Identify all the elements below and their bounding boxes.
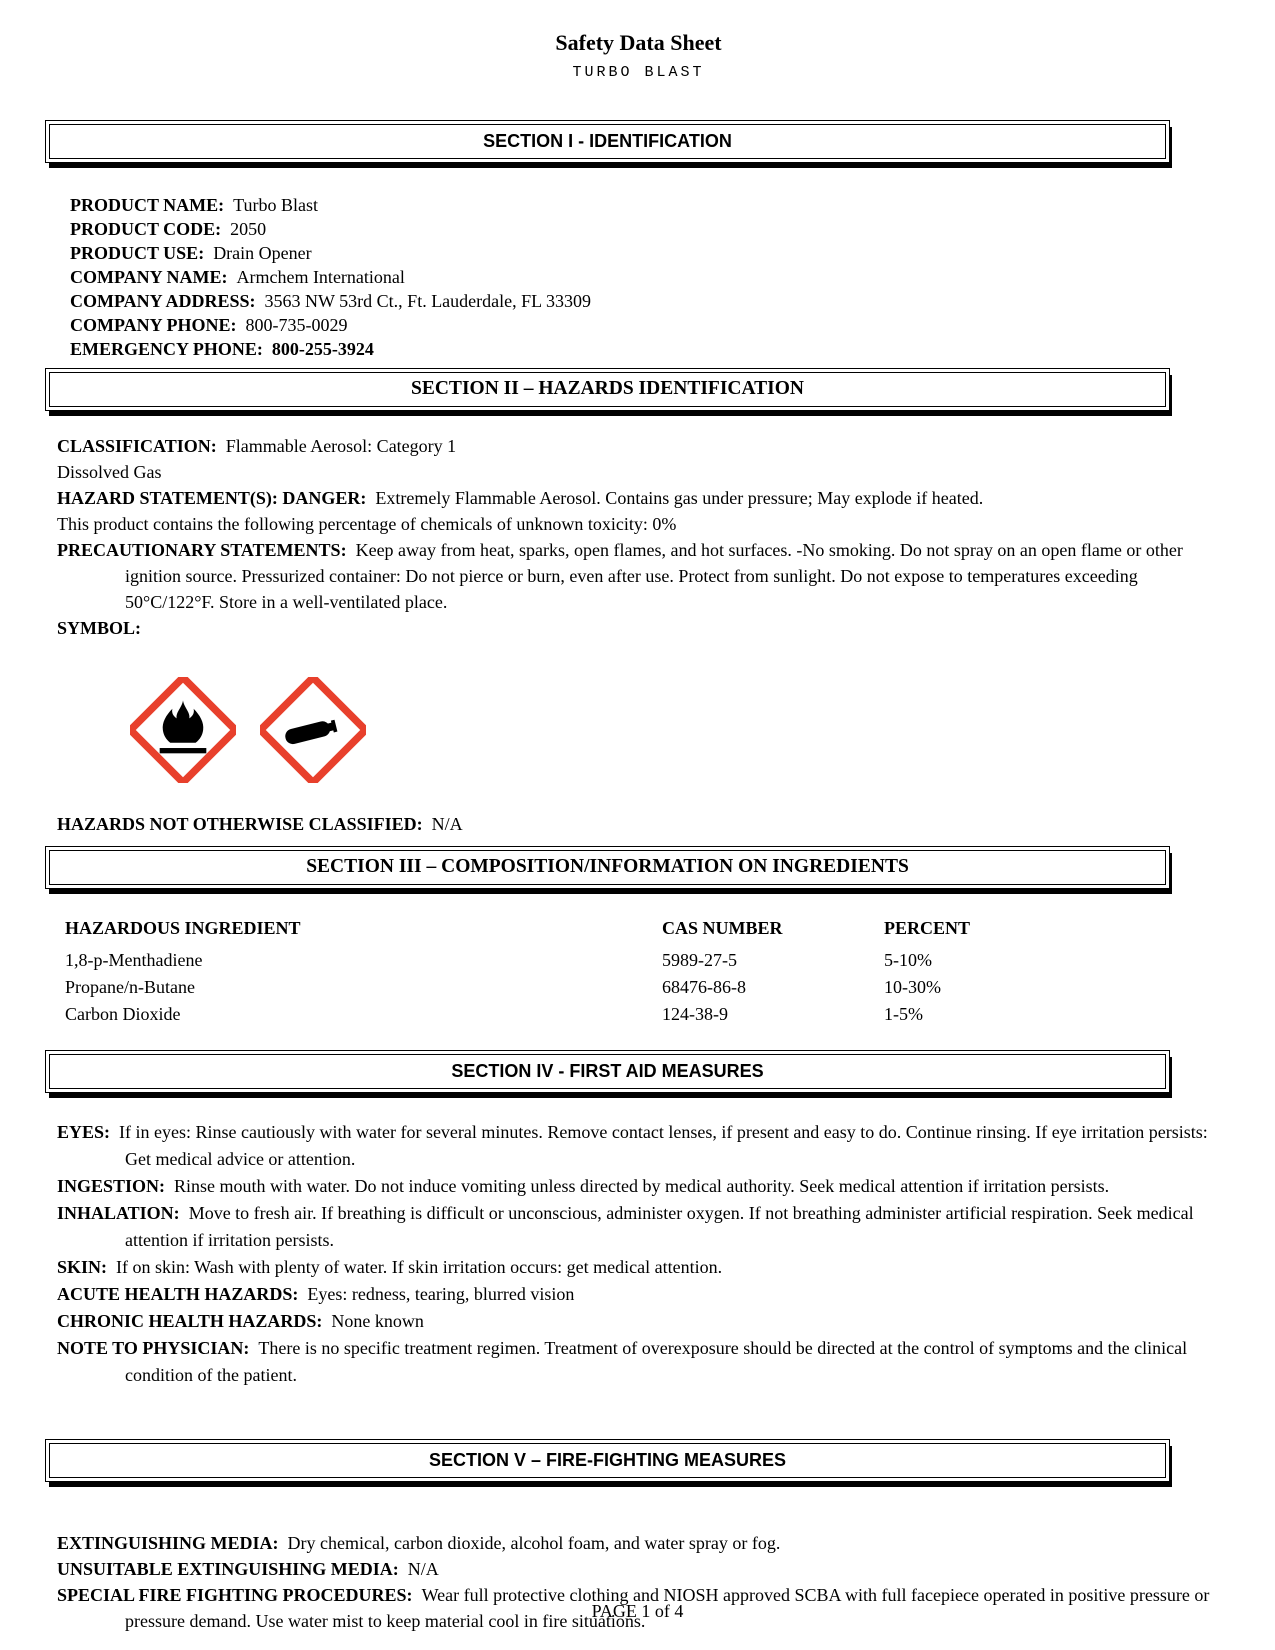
hnoc-value: N/A	[431, 814, 463, 834]
section-1-header-box	[45, 120, 1170, 163]
acute-health-hazards-text: Eyes: redness, tearing, blurred vision	[307, 1284, 575, 1304]
acute-health-hazards-label: ACUTE HEALTH HAZARDS:	[57, 1284, 299, 1304]
section-2-header-box	[45, 368, 1170, 411]
company-address-label: COMPANY ADDRESS:	[70, 291, 256, 311]
company-name-value: Armchem International	[236, 267, 405, 287]
symbol-line	[57, 615, 1220, 641]
emergency-phone-value: 800-255-3924	[271, 339, 374, 359]
classification-label: CLASSIFICATION:	[57, 436, 217, 456]
extinguishing-media-label: EXTINGUISHING MEDIA:	[57, 1533, 279, 1553]
hazard-statement-label: HAZARD STATEMENT(S): DANGER:	[57, 488, 367, 508]
hazards-identification-content	[57, 433, 1220, 641]
section-5-title: SECTION V – FIRE-FIGHTING MEASURES	[49, 1443, 1166, 1478]
hnoc-label: HAZARDS NOT OTHERWISE CLASSIFIED:	[57, 814, 423, 834]
ingredient-percent: 5-10%	[884, 950, 932, 970]
precautionary-label: PRECAUTIONARY STATEMENTS:	[57, 540, 347, 560]
hazard-statement-value: Extremely Flammable Aerosol. Contains gas under pressure; May explode if heated.	[375, 488, 984, 508]
column-header-ingredient: HAZARDOUS INGREDIENT	[65, 918, 301, 938]
company-address-value: 3563 NW 53rd Ct., Ft. Lauderdale, FL 33309	[264, 291, 591, 311]
symbol-label: SYMBOL:	[57, 618, 142, 638]
ingredient-percent: 1-5%	[884, 1004, 923, 1024]
note-to-physician-item	[57, 1335, 1220, 1389]
section-2-title: SECTION II – HAZARDS IDENTIFICATION	[49, 372, 1166, 407]
ingestion-label: INGESTION:	[57, 1176, 166, 1196]
company-phone-field	[70, 313, 1220, 337]
company-phone-value: 800-735-0029	[245, 315, 348, 335]
precautionary-value: Keep away from heat, sparks, open flames, and hot surfaces. -No smoking. Do not spray on an open flame or other ignition source. Pressurized container: Do not pierce or burn, even after use. Protect from sunlight. Do not expose to temperatures exceeding 50°C/122°F. Store in a well-ventilated place.	[125, 540, 1183, 612]
ingestion-text: Rinse mouth with water. Do not induce vomiting unless directed by medical authority. Seek medical attention if irritation persists.	[174, 1176, 1110, 1196]
section-3-header-box	[45, 846, 1170, 889]
classification-line-2: Dissolved Gas	[57, 462, 162, 482]
ingredients-table-header	[65, 915, 1220, 942]
extinguishing-media-text: Dry chemical, carbon dioxide, alcohol foam, and water spray or fog.	[287, 1533, 781, 1553]
product-use-label: PRODUCT USE:	[70, 243, 205, 263]
chronic-health-hazards-label: CHRONIC HEALTH HAZARDS:	[57, 1311, 323, 1331]
identification-fields	[70, 193, 1220, 361]
table-row	[65, 947, 1220, 974]
product-name-subtitle: TURBO BLAST	[572, 64, 705, 81]
section-1-title: SECTION I - IDENTIFICATION	[49, 124, 1166, 159]
product-code-field	[70, 217, 1220, 241]
product-use-field	[70, 241, 1220, 265]
extinguishing-media-item	[57, 1530, 1220, 1556]
toxicity-value: : 0%	[642, 514, 677, 534]
acute-health-hazards-item	[57, 1281, 1220, 1308]
table-row	[65, 974, 1220, 1001]
skin-label: SKIN:	[57, 1257, 108, 1277]
section-4-title: SECTION IV - FIRST AID MEASURES	[49, 1054, 1166, 1089]
special-fire-fighting-procedures-label: SPECIAL FIRE FIGHTING PROCEDURES:	[57, 1585, 413, 1605]
ingredient-name: 1,8-p-Menthadiene	[65, 950, 203, 970]
ingredient-cas: 124-38-9	[662, 1004, 728, 1024]
toxicity-text: This product contains the following percentage of chemicals of unknown toxicity	[57, 514, 643, 534]
product-use-value: Drain Opener	[213, 243, 312, 263]
product-name-label: PRODUCT NAME:	[70, 195, 225, 215]
skin-item	[57, 1254, 1220, 1281]
page-number: PAGE 1 of 4	[591, 1601, 684, 1621]
precautionary-statements	[57, 537, 1220, 615]
section-4-header-box	[45, 1050, 1170, 1093]
ingredient-percent: 10-30%	[884, 977, 941, 997]
ingestion-item	[57, 1173, 1220, 1200]
ingredient-name: Carbon Dioxide	[65, 1004, 181, 1024]
inhalation-item	[57, 1200, 1220, 1254]
flame-pictogram-icon	[130, 677, 236, 783]
company-phone-label: COMPANY PHONE:	[70, 315, 237, 335]
skin-text: If on skin: Wash with plenty of water. If skin irritation occurs: get medical attention.	[116, 1257, 723, 1277]
inhalation-label: INHALATION:	[57, 1203, 180, 1223]
product-code-value: 2050	[230, 219, 267, 239]
ghs-pictograms	[130, 677, 1220, 783]
toxicity-line	[57, 511, 1220, 537]
unsuitable-extinguishing-media-item	[57, 1556, 1220, 1582]
inhalation-text: Move to fresh air. If breathing is difficult or unconscious, administer oxygen. If not breathing administer artificial respiration. Seek medical attention if irritation persists.	[125, 1203, 1194, 1250]
gas-cylinder-pictogram-icon	[260, 677, 366, 783]
note-to-physician-text: There is no specific treatment regimen. Treatment of overexposure should be directed at the control of symptoms and the clinical condition of the patient.	[125, 1338, 1188, 1385]
note-to-physician-label: NOTE TO PHYSICIAN:	[57, 1338, 250, 1358]
section-3-title: SECTION III – COMPOSITION/INFORMATION ON INGREDIENTS	[49, 850, 1166, 885]
first-aid-content	[57, 1119, 1220, 1389]
company-name-label: COMPANY NAME:	[70, 267, 228, 287]
company-address-field	[70, 289, 1220, 313]
eyes-item	[57, 1119, 1220, 1173]
ingredient-name: Propane/n-Butane	[65, 977, 195, 997]
hazard-statement-line	[57, 485, 1220, 511]
table-row	[65, 1001, 1220, 1028]
classification-line	[57, 433, 1220, 459]
eyes-text: If in eyes: Rinse cautiously with water for several minutes. Remove contact lenses, if present and easy to do. Continue rinsing. If eye irritation persists: Get medical advice or attention.	[119, 1122, 1208, 1169]
eyes-label: EYES:	[57, 1122, 111, 1142]
emergency-phone-field	[70, 337, 1220, 361]
classification-value: Flammable Aerosol: Category 1	[225, 436, 457, 456]
ingredient-cas: 5989-27-5	[662, 950, 737, 970]
ingredient-cas: 68476-86-8	[662, 977, 746, 997]
document-title: Safety Data Sheet	[555, 30, 722, 55]
unsuitable-extinguishing-media-text: N/A	[407, 1559, 439, 1579]
company-name-field	[70, 265, 1220, 289]
section-5-header-box	[45, 1439, 1170, 1482]
column-header-cas: CAS NUMBER	[662, 918, 783, 938]
column-header-percent: PERCENT	[884, 918, 971, 938]
unsuitable-extinguishing-media-label: UNSUITABLE EXTINGUISHING MEDIA:	[57, 1559, 399, 1579]
product-name-field	[70, 193, 1220, 217]
hazards-not-otherwise-classified	[57, 811, 1220, 837]
special-fire-fighting-procedures-text: Wear full protective clothing and NIOSH approved SCBA with full facepiece operated in positive pressure or pressure demand. Use water mist to keep material cool in fire situations.	[125, 1585, 1210, 1631]
ingredients-table	[65, 915, 1220, 1028]
product-code-label: PRODUCT CODE:	[70, 219, 222, 239]
emergency-phone-label: EMERGENCY PHONE:	[70, 339, 263, 359]
product-name-value: Turbo Blast	[233, 195, 319, 215]
chronic-health-hazards-item	[57, 1308, 1220, 1335]
chronic-health-hazards-text: None known	[331, 1311, 424, 1331]
